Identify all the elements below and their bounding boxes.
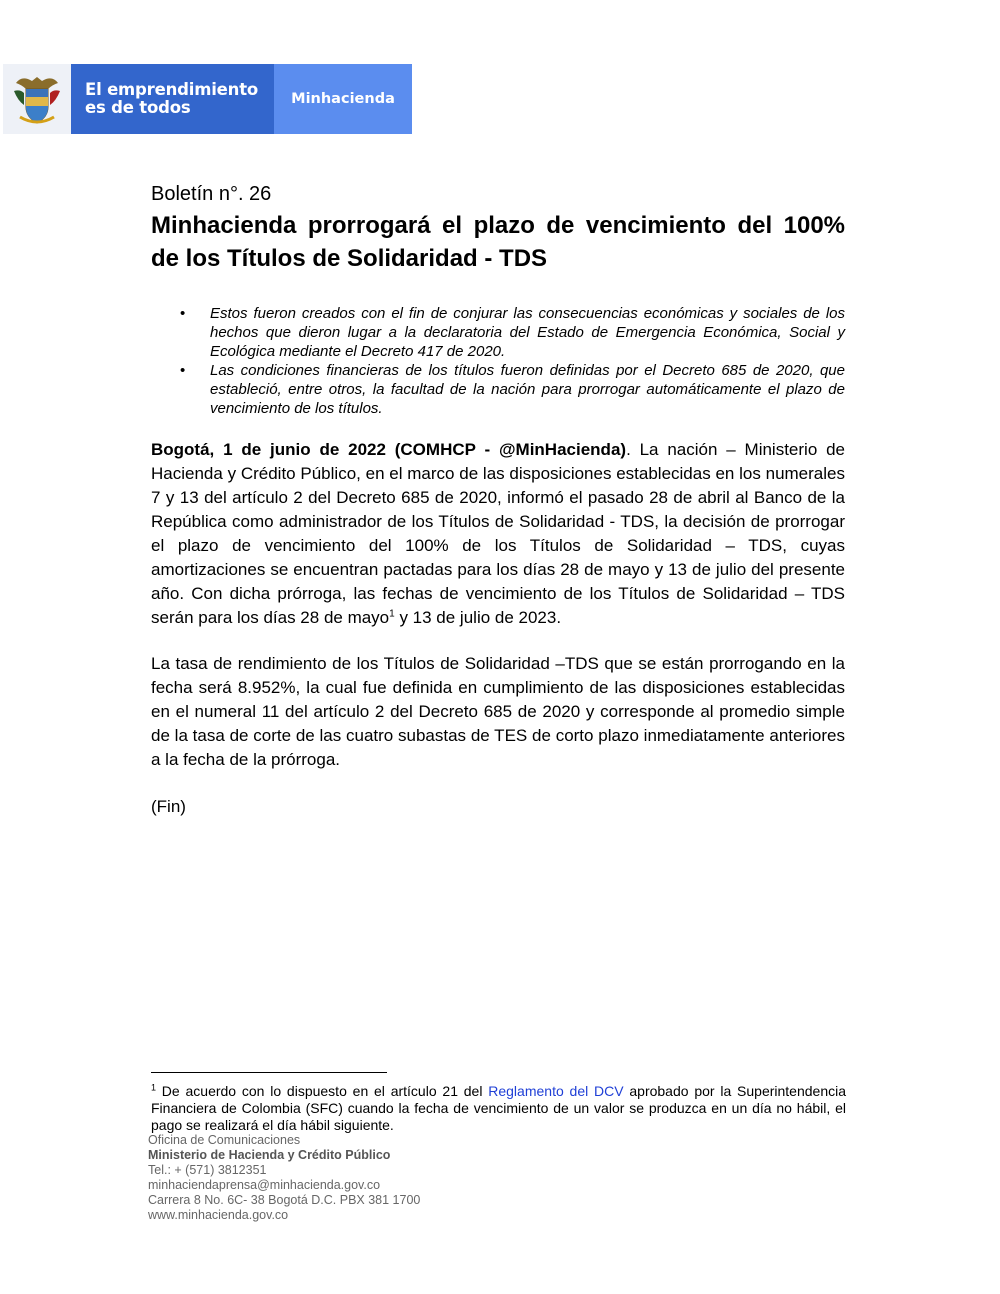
footnote bbox=[151, 1083, 846, 1134]
contact-ministry: Ministerio de Hacienda y Crédito Público bbox=[148, 1148, 391, 1162]
bulletin-number: Boletín n°. 26 bbox=[151, 183, 272, 205]
dateline: Bogotá, 1 de junio de 2022 (COMHCP - @MinHacienda) bbox=[151, 440, 627, 459]
highlight-text: Estos fueron creados con el fin de conjurar las consecuencias económicas y sociales de los hechos que dieron lugar a la declaratoria del Estado de Emergencia Económica, Social y Ecológica mediante el Decreto 417 de 2020. bbox=[210, 305, 845, 360]
brand-name: Minhacienda bbox=[291, 91, 395, 107]
footnote-ref[interactable]: 1 bbox=[389, 608, 395, 620]
contact-website[interactable]: www.minhacienda.gov.co bbox=[148, 1208, 289, 1222]
contact-office: Oficina de Comunicaciones bbox=[148, 1133, 301, 1147]
contact-phone: Tel.: + (571) 3812351 bbox=[148, 1163, 267, 1177]
footnote-text-after: aprobado por la Superintendencia Financiera de Colombia (SFC) cuando la fecha de vencimiento de un valor se produzca en un día no hábil, el pago se realizará el día hábil siguiente. bbox=[151, 1083, 847, 1133]
highlight-item bbox=[151, 361, 845, 418]
closing-mark: (Fin) bbox=[151, 797, 186, 816]
bullet-icon: • bbox=[180, 305, 186, 322]
highlight-text: Las condiciones financieras de los títulos fueron definidas por el Decreto 685 de 2020, que estableció, entre otros, la facultad de la nación para prorrogar automáticamente el plazo de vencimiento de los títulos. bbox=[210, 362, 845, 417]
slogan: El emprendimiento es de todos bbox=[85, 80, 259, 117]
highlight-item bbox=[151, 304, 845, 361]
slogan-box bbox=[71, 64, 274, 134]
body-paragraph-1 bbox=[151, 438, 845, 630]
bullet-icon: • bbox=[180, 362, 186, 379]
coat-of-arms-icon bbox=[12, 71, 62, 127]
header-banner bbox=[3, 64, 412, 134]
paragraph-1-text: . La nación – Ministerio de Hacienda y Crédito Público, en el marco de las disposiciones establecidas en los numerales 7 y 13 del artículo 2 del Decreto 685 de 2020, informó el pasado 28 de abril al Banco de la República como administrador de los Títulos de Solidaridad - TDS, la decisión de prorrogar el plazo de vencimiento del 100% de los Títulos de Solidaridad – TDS, cuyas amortizaciones se encuentran pactadas para los días 28 de mayo y 13 de julio del presente año. Con dicha prórroga, las fechas de vencimiento de los Títulos de Solidaridad – TDS serán para los días 28 de mayo bbox=[151, 440, 846, 627]
regulation-link[interactable]: Reglamento del DCV bbox=[488, 1083, 624, 1099]
body-paragraph-2: La tasa de rendimiento de los Títulos de Solidaridad –TDS que se están prorrogando en la fecha será 8.952%, la cual fue definida en cumplimiento de las disposiciones establecidas en el numeral 11 del artículo 2 del Decreto 685 de 2020 y corresponde al promedio simple de la tasa de corte de las cuatro subastas de TES de corto plazo inmediatamente anteriores a la fecha de la prórroga. bbox=[151, 654, 845, 769]
paragraph-1-end: y 13 de julio de 2023. bbox=[394, 608, 562, 627]
contact-address: Carrera 8 No. 6C- 38 Bogotá D.C. PBX 381 1700 bbox=[148, 1193, 421, 1207]
footnote-divider bbox=[151, 1072, 387, 1073]
crest-box bbox=[3, 64, 71, 134]
highlights-list bbox=[151, 304, 845, 418]
brand-box bbox=[274, 64, 412, 134]
footnote-text-before: De acuerdo con lo dispuesto en el artículo 21 del bbox=[156, 1083, 489, 1099]
bulletin-title: Minhacienda prorrogará el plazo de vencimiento del 100% de los Títulos de Solidaridad - TDS bbox=[151, 212, 845, 272]
contact-block bbox=[148, 1133, 420, 1223]
footnote-number: 1 bbox=[151, 1082, 157, 1093]
contact-email[interactable]: minhaciendaprensa@minhacienda.gov.co bbox=[148, 1178, 381, 1192]
